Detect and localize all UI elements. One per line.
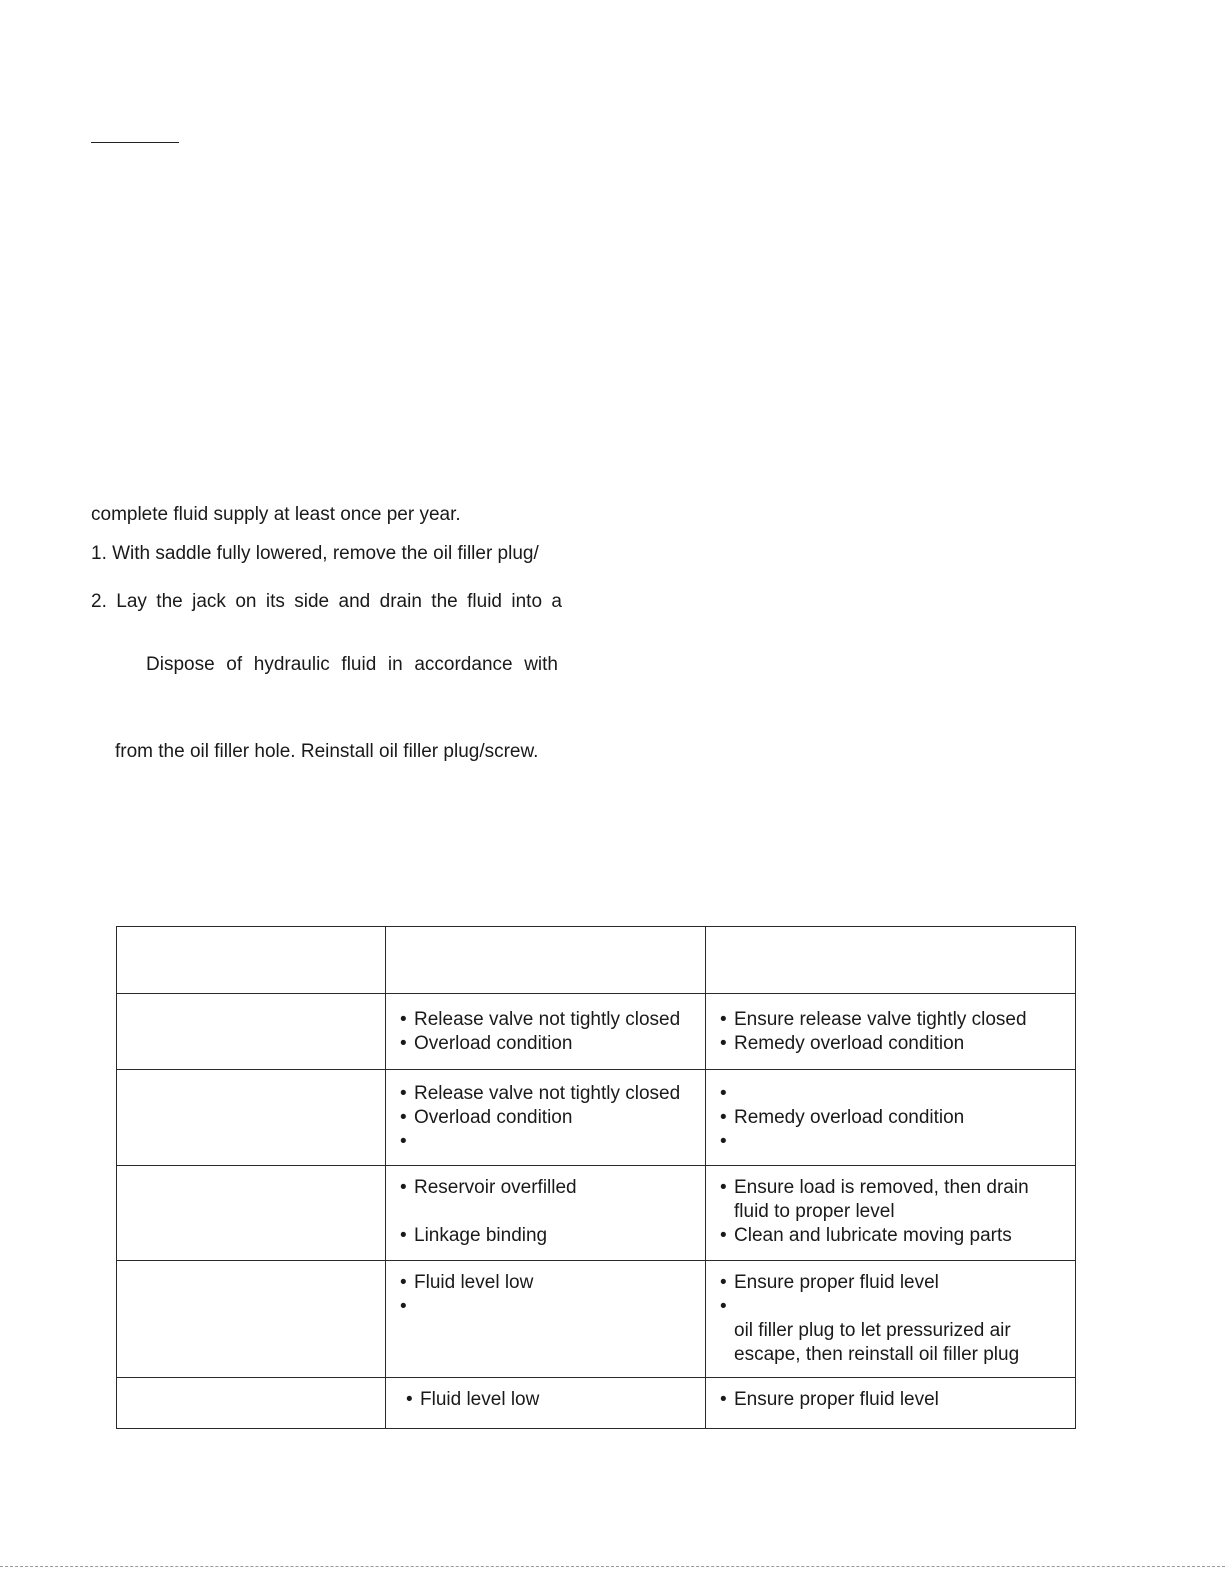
table-row (117, 1070, 1076, 1166)
maintenance-dispose-note: Dispose of hydraulic fluid in accordance with (146, 654, 558, 675)
list-item: • Clean and lubricate moving parts (720, 1225, 1012, 1246)
troubleshooting-table (116, 926, 1076, 1429)
list-item: • Linkage binding (400, 1225, 548, 1246)
list-item: • Ensure proper fluid level (720, 1389, 939, 1410)
list-item: • Ensure load is removed, then drain (720, 1177, 1029, 1198)
table-row (117, 994, 1076, 1070)
solution-cell (706, 1070, 1076, 1166)
symptom-cell (117, 1166, 386, 1261)
page-bottom-border (0, 1566, 1225, 1567)
cause-cell (386, 1378, 706, 1429)
list-item: • Fluid level low (400, 1272, 534, 1293)
list-item: • Ensure release valve tightly closed (720, 1009, 1027, 1030)
list-item: • Release valve not tightly closed (400, 1083, 681, 1104)
list-item: • Release valve not tightly closed (400, 1009, 681, 1030)
list-item: • (720, 1131, 727, 1152)
list-item: • Fluid level low (406, 1389, 540, 1410)
table-row (117, 1378, 1076, 1429)
list-item: • Overload condition (400, 1107, 573, 1128)
symptom-cell (117, 994, 386, 1070)
list-item-continuation: fluid to proper level (734, 1201, 895, 1222)
header-symptom-cell (117, 927, 386, 994)
solution-cell (706, 1378, 1076, 1429)
cause-cell (386, 1166, 706, 1261)
section-heading-underline (91, 142, 179, 143)
header-solution-cell (706, 927, 1076, 994)
solution-cell (706, 1261, 1076, 1378)
list-item-continuation: oil filler plug to let pressurized air (734, 1320, 1011, 1341)
symptom-cell (117, 1378, 386, 1429)
symptom-cell (117, 1261, 386, 1378)
solution-cell (706, 994, 1076, 1070)
table-row (117, 1166, 1076, 1261)
cause-cell (386, 1261, 706, 1378)
list-spacer (386, 1200, 705, 1224)
list-item: • Ensure proper fluid level (720, 1272, 939, 1293)
table-header-row (117, 927, 1076, 994)
list-item: • (400, 1131, 407, 1152)
maintenance-step-1: 1. With saddle fully lowered, remove the oil filler plug/ (91, 543, 539, 564)
cause-cell (386, 1070, 706, 1166)
maintenance-intro-text: complete fluid supply at least once per year. (91, 504, 461, 525)
list-item: • (720, 1083, 727, 1104)
list-item: • (720, 1296, 727, 1317)
cause-cell (386, 994, 706, 1070)
maintenance-step-2: 2. Lay the jack on its side and drain the fluid into a (91, 591, 562, 612)
list-item: • Reservoir overfilled (400, 1177, 577, 1198)
header-cause-cell (386, 927, 706, 994)
list-item: • Remedy overload condition (720, 1033, 965, 1054)
list-item: • (400, 1296, 407, 1317)
list-item: • Overload condition (400, 1033, 573, 1054)
table-row (117, 1261, 1076, 1378)
list-item: • Remedy overload condition (720, 1107, 965, 1128)
symptom-cell (117, 1070, 386, 1166)
solution-cell (706, 1166, 1076, 1261)
list-item-continuation: escape, then reinstall oil filler plug (734, 1344, 1020, 1365)
maintenance-refill-text: from the oil filler hole. Reinstall oil filler plug/screw. (115, 741, 539, 762)
